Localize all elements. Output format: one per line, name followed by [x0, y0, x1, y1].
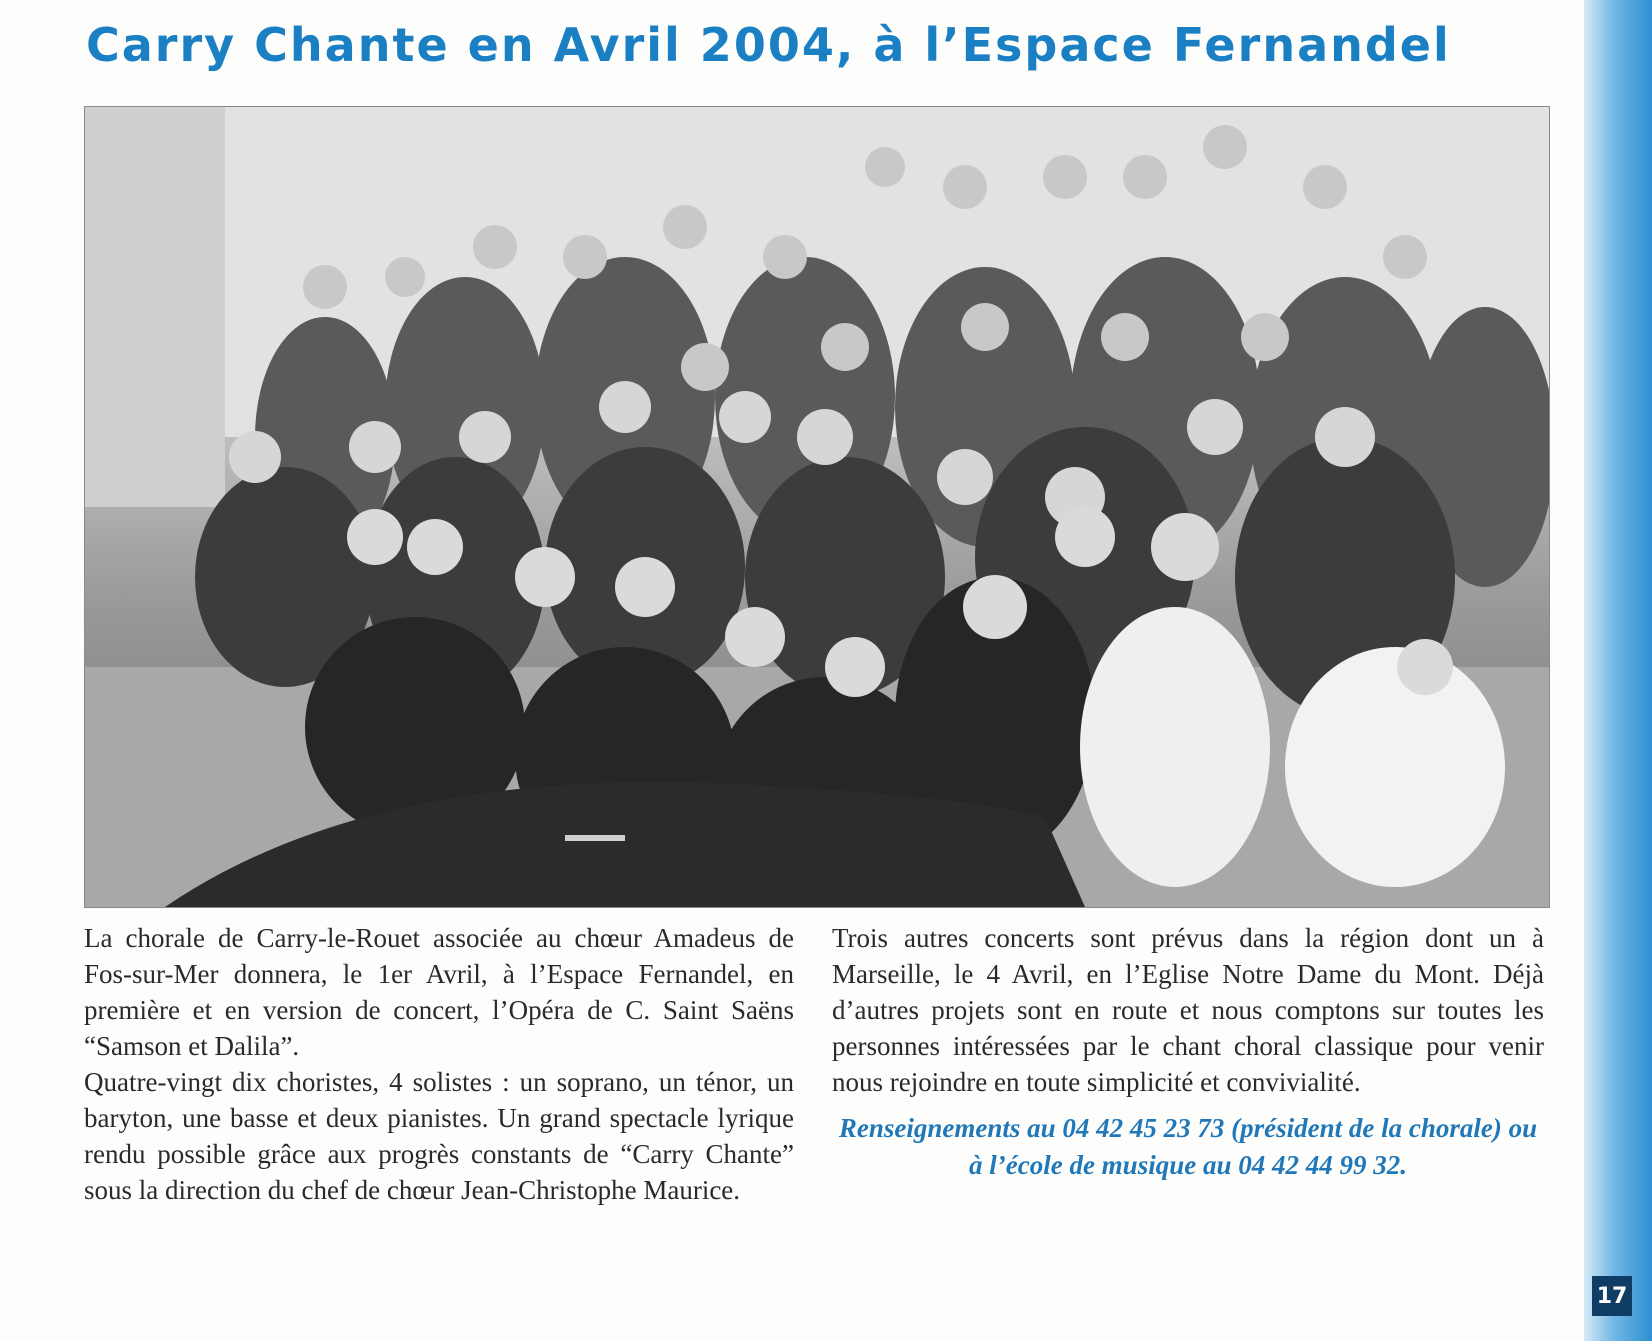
photo-illustration [85, 107, 1549, 907]
contact-info: Renseignements au 04 42 45 23 73 (président de la chorale) ou à l’école de musique au 04 42 44 99 32. [838, 1113, 1538, 1180]
page-title: Carry Chante en Avril 2004, à l’Espace Fernandel [86, 18, 1451, 72]
article-paragraph: La chorale de Carry-le-Rouet associée au chœur Amadeus de Fos-sur-Mer donnera, le 1er Avril, à l’Espace Fernandel, en première et en version de concert, l’Opéra de C. Saint Saëns “Samson et Dalila”. [84, 923, 794, 1061]
choir-group-photo [84, 106, 1550, 908]
article-left-column [84, 920, 794, 1208]
article-paragraph: Quatre-vingt dix choristes, 4 solistes : un soprano, un ténor, un baryton, une basse et deux pianistes. Un grand spectacle lyrique rendu possible grâce aux progrès constants de “Carry Chante” sous la direction du chef de chœur Jean-Christophe Maurice. [84, 1067, 794, 1205]
article-paragraph: Trois autres concerts sont prévus dans la région dont un à Marseille, le 4 Avril, en l’Eglise Notre Dame du Mont. Déjà d’autres projets sont en route et nous comptons sur toutes les personnes intéressées par le chant choral classique pour venir nous rejoindre en toute simplicité et convivialité. [832, 923, 1544, 1097]
article-right-column [832, 920, 1544, 1184]
page-number-badge: 17 [1592, 1276, 1632, 1316]
right-blue-band [1584, 0, 1652, 1341]
